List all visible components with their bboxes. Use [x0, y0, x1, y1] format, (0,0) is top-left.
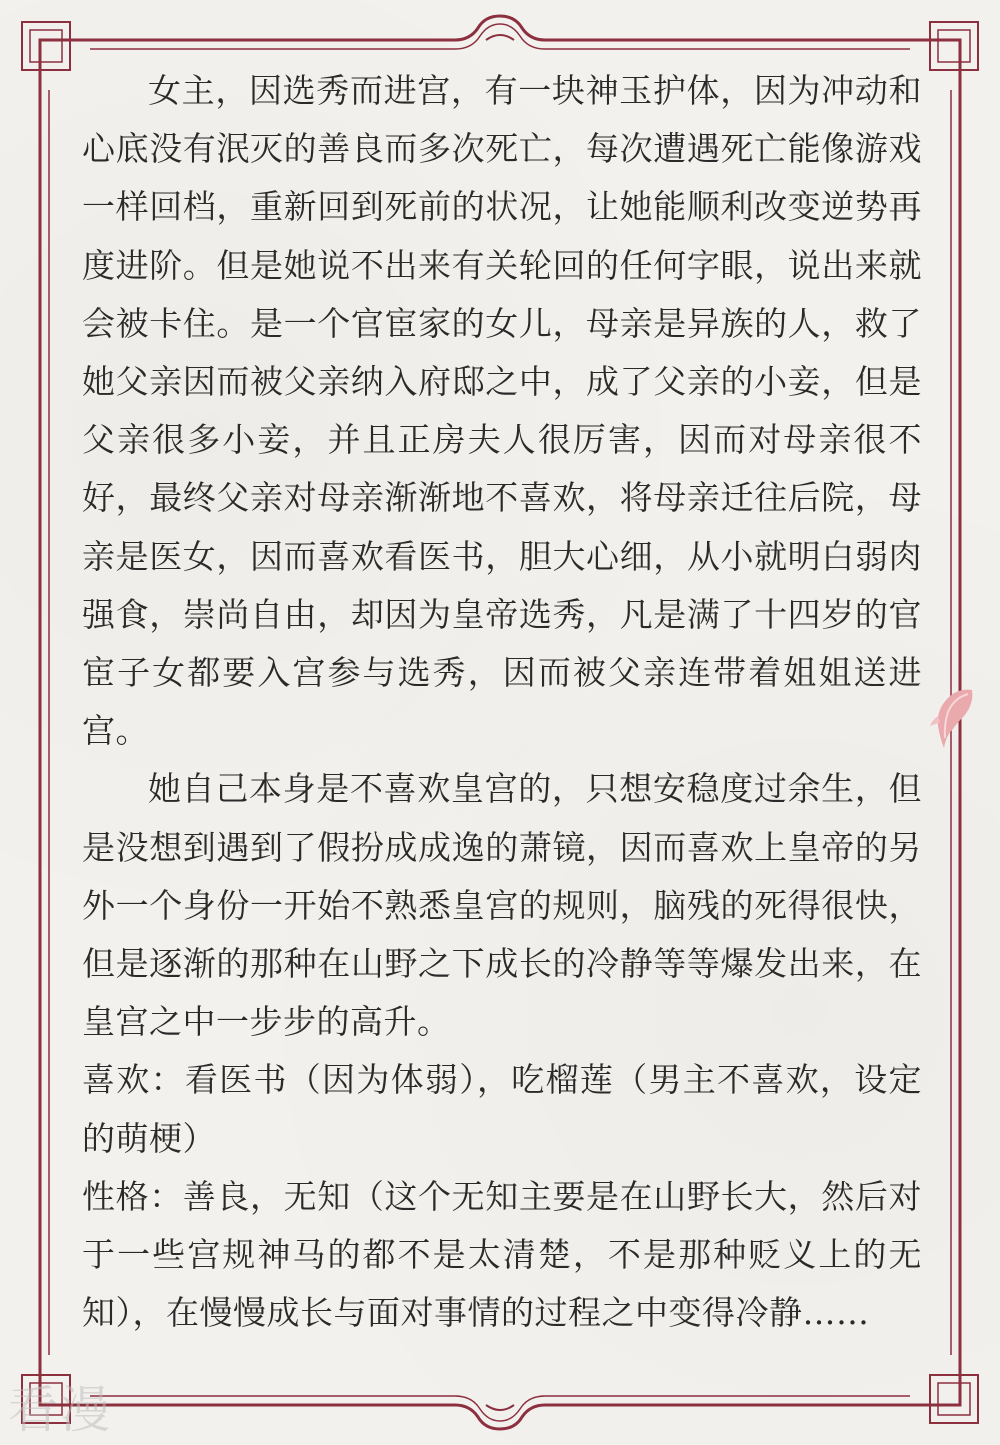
- paragraph-palace: 她自己本身是不喜欢皇宫的，只想安稳度过余生，但是没想到遇到了假扮成成逸的萧镜，因而喜欢上皇帝的另外一个身份一开始不熟悉皇宫的规则，脑残的死得很快，但是逐渐的那种在山野之下成长的冷静等等爆发出来，在皇宫之中一步步的高升。: [82, 769, 922, 1042]
- petal-decoration: [928, 686, 978, 750]
- paragraph-personality: 性格：善良，无知（这个无知主要是在山野长大，然后对于一些宫规神马的都不是太清楚，不是那种贬义上的无知），在慢慢成长与面对事情的过程之中变得冷静……: [82, 1176, 922, 1333]
- watermark-logo: 看漫: [8, 1381, 112, 1439]
- paragraph-likes: 喜欢：看医书（因为体弱），吃榴莲（男主不喜欢，设定的萌梗）: [82, 1060, 922, 1158]
- paragraph-background: 女主，因选秀而进宫，有一块神玉护体，因为冲动和心底没有泯灭的善良而多次死亡，每次遭遇死亡能像游戏一样回档，重新回到死前的状况，让她能顺利改变逆势再度进阶。但是她说不出来有关轮回的任何字眼，说出来就会被卡住。是一个官宦家的女儿，母亲是异族的人，救了她父亲因而被父亲纳入府邸之中，成了父亲的小妾，但是父亲很多小妾，并且正房夫人很厉害，因而对母亲很不好，最终父亲对母亲渐渐地不喜欢，将母亲迁往后院，母亲是医女，因而喜欢看医书，胆大心细，从小就明白弱肉强食，崇尚自由，却因为皇帝选秀，凡是满了十四岁的官宦子女都要入宫参与选秀，因而被父亲连带着姐姐送进宫。: [82, 71, 922, 751]
- document-body: [82, 62, 922, 1342]
